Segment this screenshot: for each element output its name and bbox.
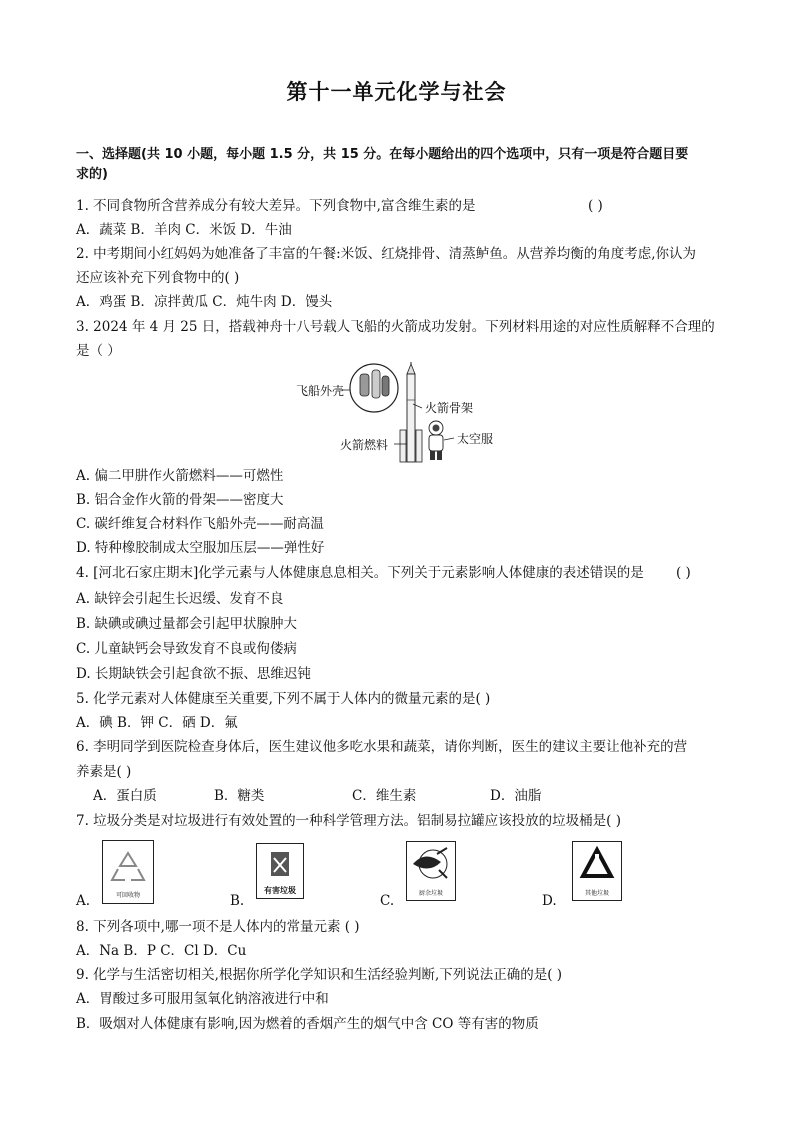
q4-option-d: D. 长期缺铁会引起食欲不振、思维迟钝 <box>76 666 311 682</box>
q6-option-a: A．蛋白质 <box>93 788 157 804</box>
q7-option-c: C. <box>380 893 395 909</box>
q2-stem-line1: 2. 中考期间小红妈妈为她准备了丰富的午餐:米饭、红烧排骨、清蒸鲈鱼。从营养均衡的角度考虑,你认为 <box>76 246 697 262</box>
q6-stem-line1: 6. 李明同学到医院检查身体后，医生建议他多吃水果和蔬菜，请你判断，医生的建议主要让他补充的营 <box>76 739 688 755</box>
q5-options: A．碘 B．钾 C．硒 D．氟 <box>76 715 238 731</box>
fish-bone-icon <box>407 844 455 886</box>
q3-option-d: D. 特种橡胶制成太空服加压层——弹性好 <box>76 540 325 556</box>
astronaut-leg-right <box>437 451 442 460</box>
q3-stem-line2: 是（ ） <box>76 343 121 359</box>
fig-label-fuel: 火箭燃料 <box>340 438 389 452</box>
section-heading-line2: 求的) <box>76 167 108 182</box>
q9-stem: 9. 化学与生活密切相关,根据你所学化学知识和生活经验判断,下列说法正确的是( ) <box>76 967 563 983</box>
fig-label-suit: 太空服 <box>457 432 494 446</box>
bin-other <box>572 841 622 901</box>
hazard-bin-icon <box>257 846 303 884</box>
bin-kitchen <box>406 841 456 901</box>
q7-option-b: B. <box>230 893 245 909</box>
q7-option-a: A. <box>76 893 91 909</box>
q3-option-c: C. 碳纤维复合材料作飞船外壳——耐高温 <box>76 516 324 532</box>
bin-hazardous <box>256 843 304 899</box>
capsule-2 <box>372 370 380 398</box>
q9-option-b: B．吸烟对人体健康有影响,因为燃着的香烟产生的烟气中含 CO 等有害的物质 <box>76 1016 539 1032</box>
capsule-3 <box>382 376 389 396</box>
q1-options: A．蔬菜 B．羊肉 C．米饭 D．牛油 <box>76 222 292 238</box>
q7-stem: 7. 垃圾分类是对垃圾进行有效处置的一种科学管理方法。铝制易拉罐应该投放的垃圾桶是( ) <box>76 813 621 829</box>
bin-kitchen-label: 厨余垃圾 <box>418 890 443 897</box>
rocket-booster-right <box>416 430 422 462</box>
q6-option-c: C．维生素 <box>352 788 417 804</box>
q3-option-a: A. 偏二甲肼作火箭燃料——可燃性 <box>76 468 284 484</box>
q4-option-a: A. 缺锌会引起生长迟缓、发育不良 <box>76 591 284 607</box>
q6-option-d: D．油脂 <box>490 788 542 804</box>
bin-recyclable <box>102 840 154 904</box>
bin-other-label: 其他垃圾 <box>584 890 609 897</box>
astronaut-leg-left <box>430 451 435 460</box>
rocket-nose <box>407 364 415 374</box>
q9-option-a: A．胃酸过多可服用氢氧化钠溶液进行中和 <box>76 991 329 1007</box>
q4-option-b: B. 缺碘或碘过量都会引起甲状腺肿大 <box>76 616 298 632</box>
q1-answer-paren: ( ) <box>588 198 603 214</box>
rocket-body <box>407 374 415 462</box>
bin-hazardous-label: 有害垃圾 <box>264 886 296 895</box>
q6-option-b: B．糖类 <box>214 788 265 804</box>
q3-stem-line1: 3. 2024 年 4 月 25 日，搭载神舟十八号载人飞船的火箭成功发射。下列材料用途的对应性质解释不合理的 <box>76 319 715 335</box>
bin-recyclable-label: 可回收物 <box>115 892 140 899</box>
page-title: 第十一单元化学与社会 <box>286 80 507 104</box>
q2-options: A．鸡蛋 B．凉拌黄瓜 C．炖牛肉 D．馒头 <box>76 294 333 310</box>
other-waste-icon <box>573 844 621 886</box>
q4-option-c: C. 儿童缺钙会导致发育不良或佝偻病 <box>76 641 297 657</box>
q5-stem: 5. 化学元素对人体健康至关重要,下列不属于人体内的微量元素的是( ) <box>76 691 491 707</box>
recycle-icon <box>103 845 153 891</box>
q1-stem: 1. 不同食物所含营养成分有较大差异。下列食物中,富含维生素的是 <box>76 198 476 214</box>
q2-stem-line2: 还应该补充下列食物中的( ) <box>76 270 240 286</box>
q4-answer-paren: ( ) <box>676 565 691 581</box>
q8-stem: 8. 下列各项中,哪一项不是人体内的常量元素 ( ) <box>76 919 360 935</box>
astronaut-visor <box>433 425 440 432</box>
q3-option-b: B. 铝合金作火箭的骨架——密度大 <box>76 492 284 508</box>
rocket-booster-left <box>400 430 406 462</box>
fig-label-frame: 火箭骨架 <box>425 401 474 415</box>
q8-options: A．Na B．P C．Cl D．Cu <box>76 943 247 959</box>
section-heading-line1: 一、选择题(共 10 小题，每小题 1.5 分，共 15 分。在每小题给出的四个选项中，只有一项是符合题目要 <box>76 147 689 162</box>
q7-option-d: D. <box>542 893 557 909</box>
q6-stem-line2: 养素是( ) <box>76 764 132 780</box>
leader-suit <box>444 438 454 440</box>
astronaut-suit <box>429 435 443 451</box>
q4-stem: 4. [河北石家庄期末]化学元素与人体健康息息相关。下列关于元素影响人体健康的表述错误的是 <box>76 565 644 581</box>
fig-label-shell: 飞船外壳 <box>296 384 345 398</box>
capsule-1 <box>360 374 369 396</box>
